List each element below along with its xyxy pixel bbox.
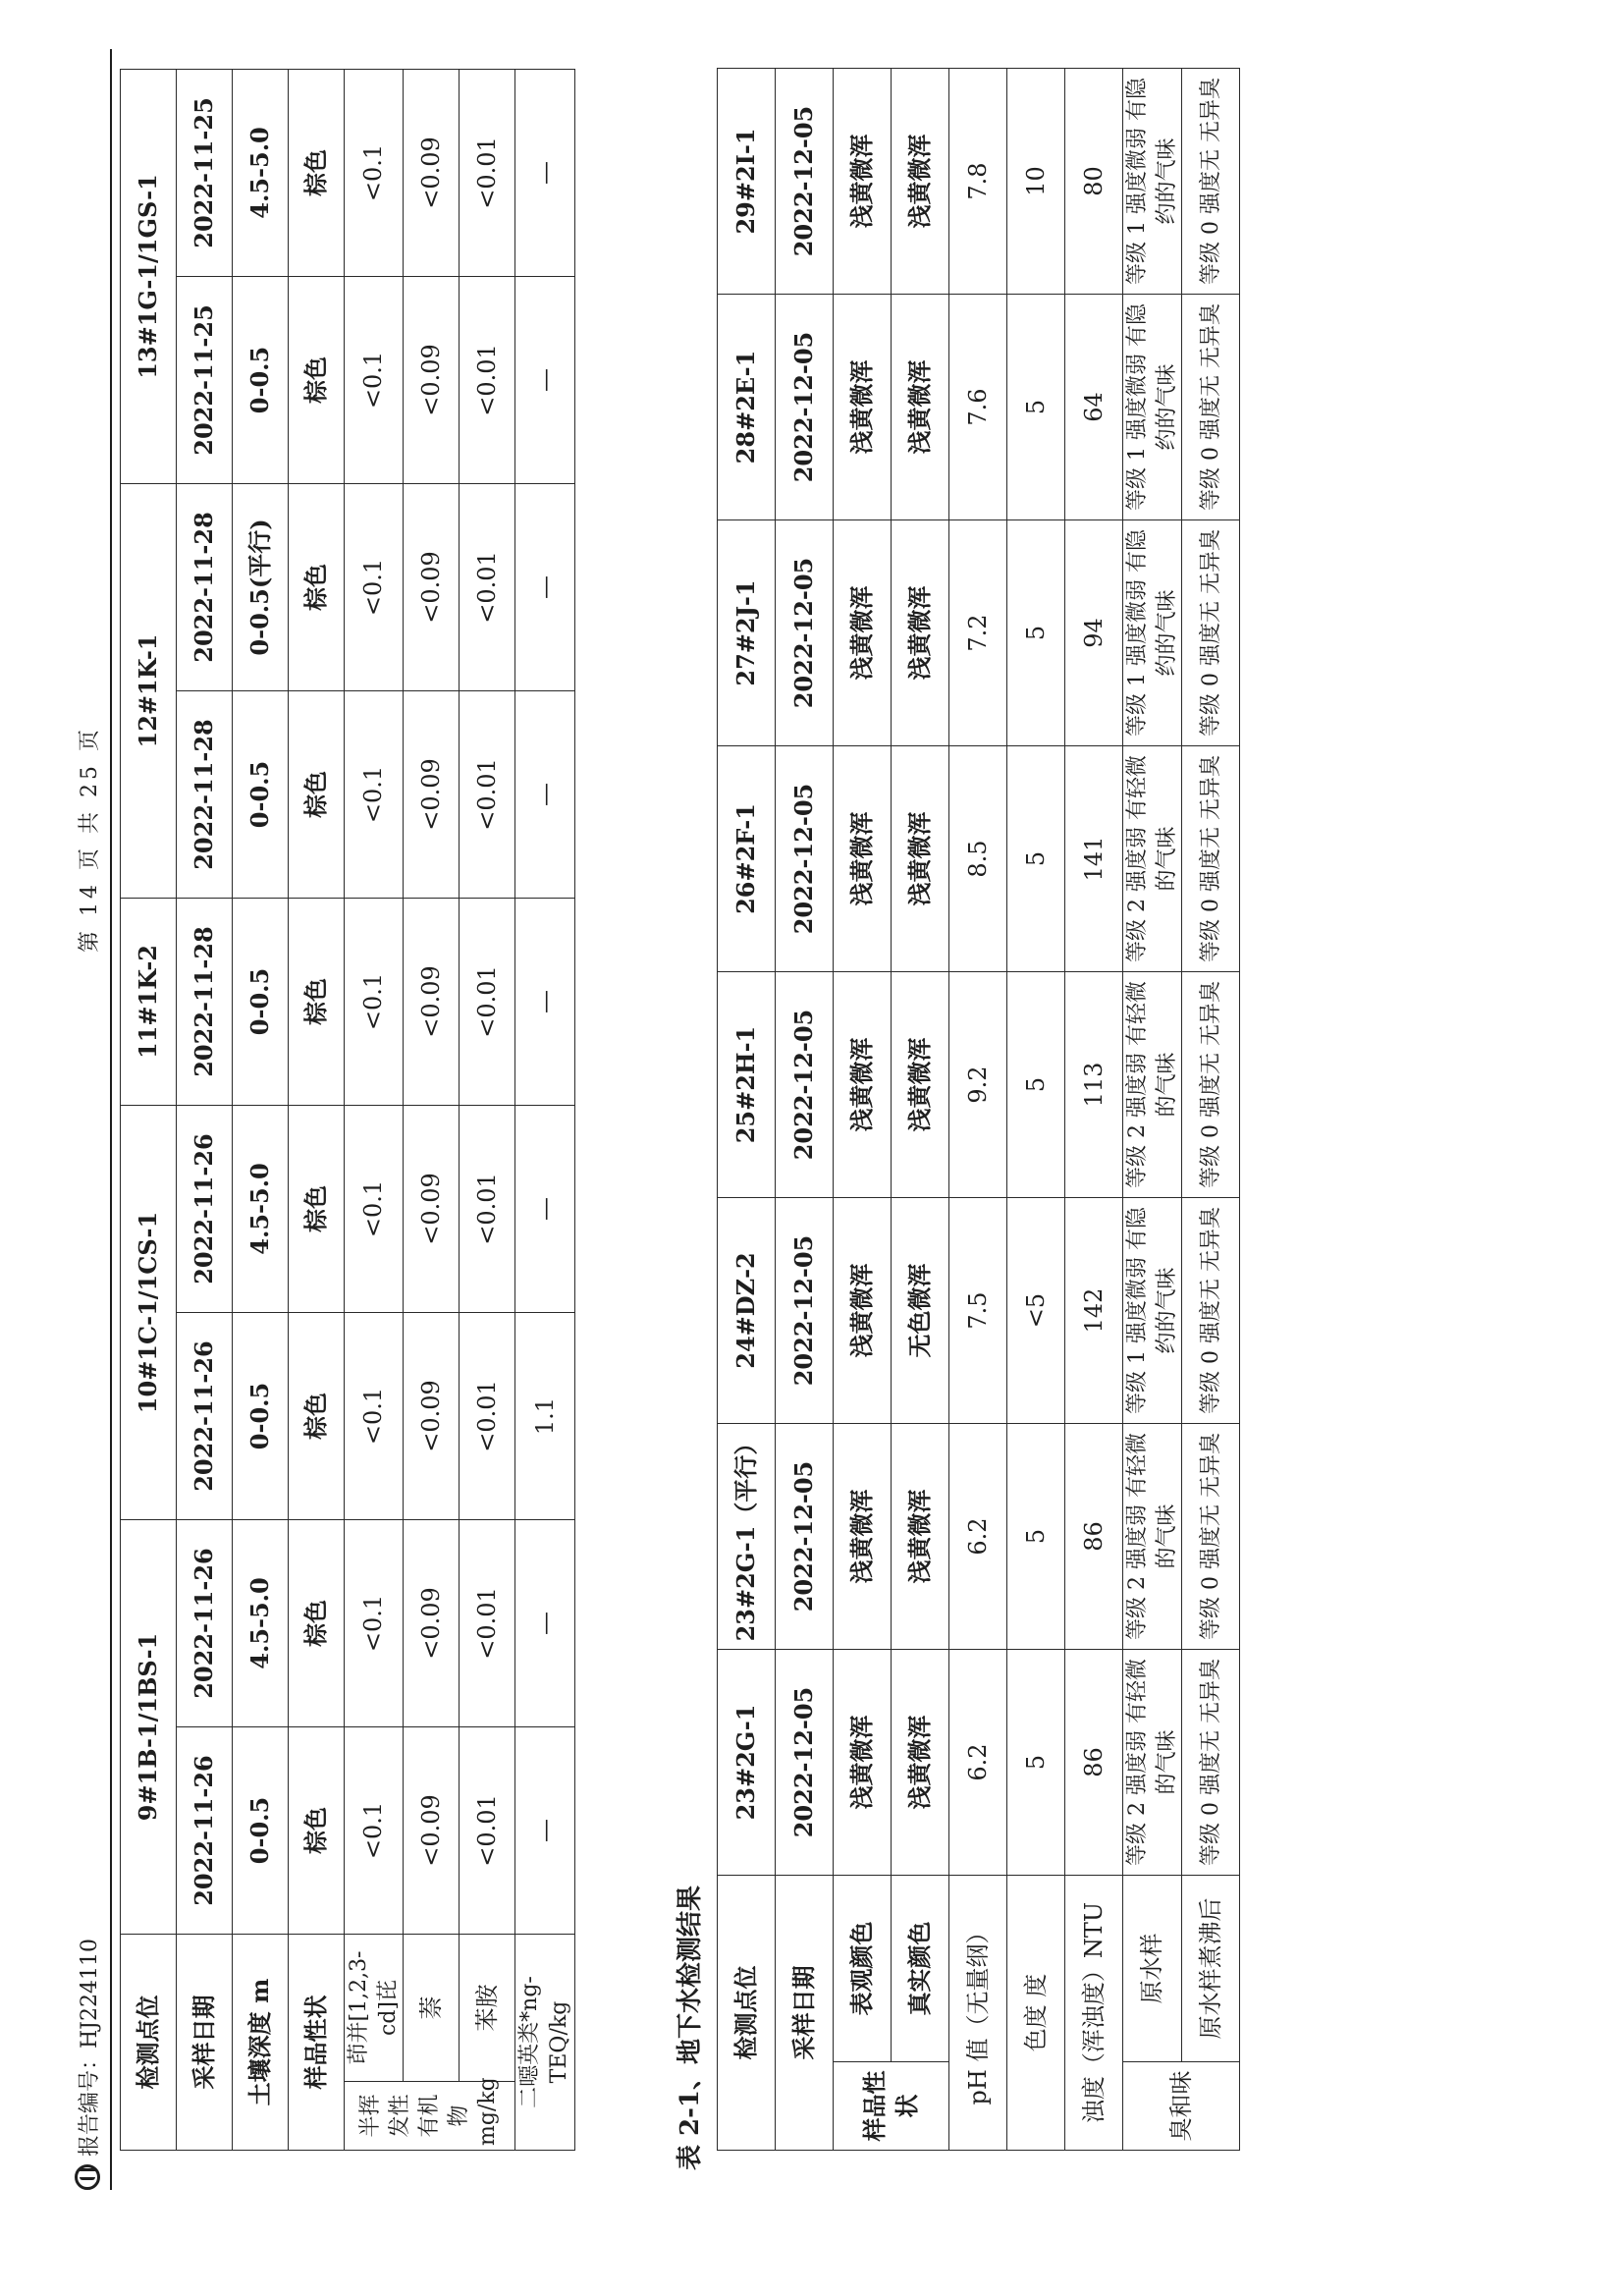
table-row — [233, 69, 289, 2150]
table-cell: <0.1 — [345, 899, 404, 1106]
table-cell: 7.5 — [949, 1198, 1007, 1424]
table-cell: 等级 0 强度无 无异臭 — [1182, 972, 1240, 1198]
table-cell: 2022-12-05 — [776, 69, 834, 295]
table-cell: 等级 0 强度无 无异臭 — [1182, 1198, 1240, 1424]
table-cell: 113 — [1065, 972, 1123, 1198]
table-cell: <0.1 — [345, 1520, 404, 1727]
table-cell: 等级 2 强度弱 有轻微的气味 — [1123, 746, 1182, 972]
point-cell: 12#1K-1 — [121, 483, 177, 898]
table-cell: 浅黄微浑 — [834, 69, 892, 295]
table-cell: 等级 0 强度无 无异臭 — [1182, 1650, 1240, 1876]
table-row — [1123, 69, 1182, 2151]
table-cell: 等级 1 强度微弱 有隐约的气味 — [1123, 520, 1182, 746]
table-cell: 2022-12-05 — [776, 1198, 834, 1424]
table-cell: 0-0.5 — [233, 1727, 289, 1935]
row-label: 原水样煮沸后 — [1182, 1876, 1240, 2062]
table-cell: 等级 0 强度无 无异臭 — [1182, 746, 1240, 972]
table-cell: 142 — [1065, 1198, 1123, 1424]
table-cell: 94 — [1065, 520, 1123, 746]
table-row — [1182, 69, 1240, 2151]
table-row — [121, 69, 177, 2150]
table-cell: <0.1 — [345, 1313, 404, 1520]
table-cell: <0.01 — [460, 1727, 515, 1935]
table-row — [776, 69, 834, 2151]
table-cell: <5 — [1007, 1198, 1065, 1424]
table-cell: — — [515, 1520, 574, 1727]
table-cell: 5 — [1007, 972, 1065, 1198]
table-cell: 浅黄微浑 — [892, 520, 949, 746]
table-row — [718, 69, 776, 2151]
table-cell: 80 — [1065, 69, 1123, 295]
point-cell: 13#1G-1/1GS-1 — [121, 69, 177, 483]
row-label: 苯胺 — [460, 1935, 515, 2082]
table-cell: <0.1 — [345, 1727, 404, 1935]
table-cell: 浅黄微浑 — [834, 295, 892, 520]
table-cell: — — [515, 1727, 574, 1935]
table-cell: 5 — [1007, 746, 1065, 972]
table-cell: 浅黄微浑 — [834, 1424, 892, 1650]
row-label: 样品性状 — [289, 1935, 345, 2151]
table-cell: 棕色 — [289, 1106, 345, 1313]
table-cell: 浅黄微浑 — [892, 1650, 949, 1876]
table-cell: 1.1 — [515, 1313, 574, 1520]
table-cell: <0.09 — [404, 691, 460, 899]
table-cell: <0.01 — [460, 1520, 515, 1727]
table-cell: 4.5-5.0 — [233, 1520, 289, 1727]
table-cell: 2022-11-26 — [177, 1520, 233, 1727]
groundwater-caption: 表 2-1、地下水检测结果 — [676, 1885, 705, 2170]
table-cell: 2022-11-25 — [177, 276, 233, 483]
report-number: 报告编号：HJ224110 — [78, 1939, 102, 2157]
row-label: 茚并[1,2,3-cd]芘 — [345, 1935, 404, 2082]
table-cell: 5 — [1007, 1650, 1065, 1876]
table-cell: <0.1 — [345, 276, 404, 483]
table-row — [460, 69, 515, 2150]
table-cell: — — [515, 1106, 574, 1313]
table-cell: 4.5-5.0 — [233, 1106, 289, 1313]
table-cell: 浅黄微浑 — [834, 972, 892, 1198]
table-cell: — — [515, 276, 574, 483]
table-cell: — — [515, 691, 574, 899]
table-cell: 棕色 — [289, 276, 345, 483]
row-label: 采样日期 — [177, 1935, 233, 2151]
table-cell: 5 — [1007, 295, 1065, 520]
table-cell: 28#2E-1 — [718, 295, 776, 520]
table-cell: 23#2G-1 — [718, 1650, 776, 1876]
table-cell: 棕色 — [289, 1313, 345, 1520]
table-cell: 浅黄微浑 — [892, 295, 949, 520]
table-cell: 2022-11-28 — [177, 691, 233, 899]
table-row — [834, 69, 892, 2151]
table-cell: 6.2 — [949, 1424, 1007, 1650]
table-cell: 6.2 — [949, 1650, 1007, 1876]
table-cell: <0.01 — [460, 483, 515, 690]
table-cell: 浅黄微浑 — [834, 1650, 892, 1876]
table-cell: 24#DZ-2 — [718, 1198, 776, 1424]
row-label: 色度 度 — [1007, 1876, 1065, 2151]
table-cell: 25#2H-1 — [718, 972, 776, 1198]
table-cell: 浅黄微浑 — [834, 1198, 892, 1424]
table-cell: 23#2G-1（平行） — [718, 1424, 776, 1650]
table-cell: 2022-11-26 — [177, 1313, 233, 1520]
table-cell: 等级 0 强度无 无异臭 — [1182, 295, 1240, 520]
table-cell: 0-0.5 — [233, 1313, 289, 1520]
table-cell: <0.01 — [460, 691, 515, 899]
table-row — [515, 69, 574, 2150]
table-cell: <0.01 — [460, 69, 515, 276]
table-cell: 浅黄微浑 — [834, 520, 892, 746]
table-cell: <0.01 — [460, 899, 515, 1106]
row-group-label: 样品性状 — [834, 2062, 949, 2151]
table-cell: 0-0.5(平行) — [233, 483, 289, 690]
row-label: 检测点位 — [718, 1876, 776, 2151]
table-cell: 等级 1 强度微弱 有隐约的气味 — [1123, 295, 1182, 520]
table-cell: 64 — [1065, 295, 1123, 520]
row-label: 萘 — [404, 1935, 460, 2082]
table-cell: 2022-11-25 — [177, 69, 233, 276]
table-cell: 141 — [1065, 746, 1123, 972]
table-cell: <0.1 — [345, 691, 404, 899]
table-cell: <0.1 — [345, 483, 404, 690]
table-row — [289, 69, 345, 2150]
table-cell: 7.2 — [949, 520, 1007, 746]
table-cell: 棕色 — [289, 691, 345, 899]
table-cell: 29#2I-1 — [718, 69, 776, 295]
table-cell: <0.01 — [460, 1313, 515, 1520]
table-cell: 浅黄微浑 — [892, 972, 949, 1198]
table-cell: 浅黄微浑 — [892, 746, 949, 972]
table-cell: 2022-11-26 — [177, 1106, 233, 1313]
table-cell: 2022-12-05 — [776, 295, 834, 520]
table-row — [404, 69, 460, 2150]
table-cell: 棕色 — [289, 69, 345, 276]
header-rule — [110, 49, 112, 2190]
table-cell: 26#2F-1 — [718, 746, 776, 972]
table-cell: 棕色 — [289, 899, 345, 1106]
row-group-label: 臭和味 — [1123, 2062, 1240, 2151]
page-header — [69, 49, 108, 2190]
table-cell: <0.09 — [404, 899, 460, 1106]
point-cell: 9#1B-1/1BS-1 — [121, 1520, 177, 1935]
table-cell: 2022-12-05 — [776, 972, 834, 1198]
table-cell: <0.09 — [404, 1313, 460, 1520]
table-cell: 86 — [1065, 1424, 1123, 1650]
table-cell: 5 — [1007, 520, 1065, 746]
table-cell: 9.2 — [949, 972, 1007, 1198]
table-cell: <0.09 — [404, 276, 460, 483]
table-cell: <0.09 — [404, 1520, 460, 1727]
table-cell: <0.09 — [404, 1727, 460, 1935]
table-cell: 等级 2 强度弱 有轻微的气味 — [1123, 1424, 1182, 1650]
table-cell: 等级 0 强度无 无异臭 — [1182, 69, 1240, 295]
table-cell: 27#2J-1 — [718, 520, 776, 746]
table-cell: 等级 1 强度微弱 有隐约的气味 — [1123, 1198, 1182, 1424]
table-cell: 5 — [1007, 1424, 1065, 1650]
table-cell: 2022-11-26 — [177, 1727, 233, 1935]
table-cell: 7.8 — [949, 69, 1007, 295]
row-label: 土壤深度 m — [233, 1935, 289, 2151]
table-cell: <0.1 — [345, 1106, 404, 1313]
table-cell: 等级 2 强度弱 有轻微的气味 — [1123, 1650, 1182, 1876]
point-cell: 10#1C-1/1CS-1 — [121, 1106, 177, 1520]
table-cell: 2022-12-05 — [776, 1424, 834, 1650]
page-number: 第 14 页 共 25 页 — [78, 726, 102, 953]
table-cell: <0.1 — [345, 69, 404, 276]
table-cell: 2022-12-05 — [776, 746, 834, 972]
groundwater-results-table — [717, 68, 1240, 2151]
table-cell: 棕色 — [289, 1520, 345, 1727]
row-label: pH 值（无量纲） — [949, 1876, 1007, 2151]
table-cell: 2022-11-28 — [177, 899, 233, 1106]
row-label: 真实颜色 — [892, 1876, 949, 2062]
category-label: 半挥发性有机物 mg/kg — [345, 2082, 515, 2151]
row-label: 二噁英类*ng-TEQ/kg — [515, 1935, 574, 2151]
table-cell: <0.01 — [460, 276, 515, 483]
table-cell: <0.01 — [460, 1106, 515, 1313]
table-row — [892, 69, 949, 2151]
row-label: 原水样 — [1123, 1876, 1182, 2062]
table-cell: 等级 2 强度弱 有轻微的气味 — [1123, 972, 1182, 1198]
table-cell: 无色微浑 — [892, 1198, 949, 1424]
table-cell: 浅黄微浑 — [892, 69, 949, 295]
table-cell: — — [515, 483, 574, 690]
table-cell: <0.09 — [404, 69, 460, 276]
table-cell: 8.5 — [949, 746, 1007, 972]
table-row — [1007, 69, 1065, 2151]
table-cell: 2022-11-28 — [177, 483, 233, 690]
table-cell: 等级 0 强度无 无异臭 — [1182, 1424, 1240, 1650]
row-label: 采样日期 — [776, 1876, 834, 2151]
table-cell: — — [515, 899, 574, 1106]
row-label: 检测点位 — [121, 1935, 177, 2151]
table-cell: 0-0.5 — [233, 276, 289, 483]
table-cell: — — [515, 69, 574, 276]
table-row — [1065, 69, 1123, 2151]
table-cell: 86 — [1065, 1650, 1123, 1876]
table-cell: 浅黄微浑 — [892, 1424, 949, 1650]
table-cell: 10 — [1007, 69, 1065, 295]
table-cell: <0.09 — [404, 483, 460, 690]
row-label: 表观颜色 — [834, 1876, 892, 2062]
point-cell: 11#1K-2 — [121, 899, 177, 1106]
table-cell: 0-0.5 — [233, 899, 289, 1106]
table-cell: 2022-12-05 — [776, 520, 834, 746]
table-cell: 浅黄微浑 — [834, 746, 892, 972]
soil-results-table — [120, 69, 575, 2151]
table-cell: 棕色 — [289, 1727, 345, 1935]
table-row — [949, 69, 1007, 2151]
table-cell: <0.09 — [404, 1106, 460, 1313]
table-row — [345, 69, 404, 2150]
rotated-page — [69, 49, 1542, 2190]
table-cell: 4.5-5.0 — [233, 69, 289, 276]
table-cell: 7.6 — [949, 295, 1007, 520]
table-cell: 棕色 — [289, 483, 345, 690]
table-cell: 等级 0 强度无 无异臭 — [1182, 520, 1240, 746]
table-cell: 等级 1 强度微弱 有隐约的气味 — [1123, 69, 1182, 295]
table-cell: 2022-12-05 — [776, 1650, 834, 1876]
table-row — [177, 69, 233, 2150]
row-label: 浊度（浑浊度）NTU — [1065, 1876, 1123, 2151]
table-cell: 0-0.5 — [233, 691, 289, 899]
company-logo-icon — [75, 2164, 100, 2190]
